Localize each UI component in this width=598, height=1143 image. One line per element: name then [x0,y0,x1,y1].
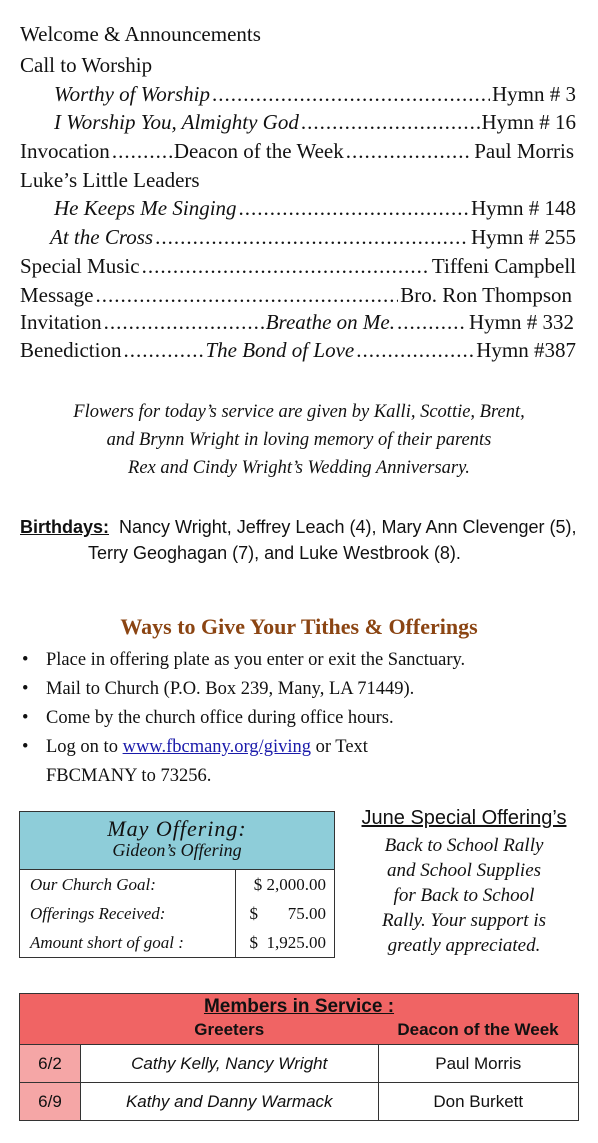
hymn-row-3 [54,194,576,222]
june-offering-line: for Back to School [393,885,535,906]
table-row [20,899,334,928]
received-label: Offerings Received: [30,903,166,923]
date-header [20,1019,81,1045]
row-greeters: Cathy Kelly, Nancy Wright [81,1045,379,1083]
row-date: 6/9 [20,1083,81,1121]
special-music-row [20,252,576,280]
message-row [20,281,572,309]
hymn-row-4 [50,223,576,251]
may-offering-header [20,812,334,870]
giving-text-post: or Text [310,737,368,757]
members-in-service-table [19,993,579,1121]
hymn-title: I Worship You, Almighty God [54,110,299,134]
may-offering-title: May Offering: [107,816,247,841]
table-row [20,928,334,958]
leader-dots [123,336,203,364]
invocation-name: Paul Morris [474,139,574,163]
invitation-label: Invitation [20,310,102,334]
invitation-row [20,308,574,336]
leader-dots [356,336,474,364]
short-label: Amount short of goal : [30,932,184,952]
row-deacon: Don Burkett [378,1083,579,1121]
leader-dots [301,108,480,136]
birthdays-label: Birthdays: [20,517,110,537]
birthdays-line-2: Terry Geoghagan (7), and Luke Westbrook (8). [88,543,461,563]
list-item: • Come by the church office during office hours. [18,704,588,733]
hymn-title: Worthy of Worship [54,82,210,106]
may-offering-box [19,811,335,958]
little-leaders-line: Luke’s Little Leaders [20,168,200,192]
hymn-number: Hymn # 148 [471,196,576,220]
table-row [20,870,334,899]
hymn-row-1 [54,80,576,108]
birthdays-section [20,514,577,566]
may-offering-subtitle: Gideon’s Offering [112,840,242,860]
received-value: $ 75.00 [236,899,335,928]
hymn-number: Hymn # 3 [492,82,576,106]
giving-link[interactable]: www.fbcmany.org/giving [122,737,311,757]
invitation-number: Hymn # 332 [469,310,574,334]
leader-dots [239,194,469,222]
special-music-label: Special Music [20,254,140,278]
welcome-line: Welcome & Announcements [20,22,261,46]
giving-text-line2: FBCMANY to 73256. [46,766,212,786]
june-offering-line: greatly appreciated. [387,935,541,956]
giving-text-pre: Log on to [46,737,123,757]
leader-dots [212,80,490,108]
invocation-row [20,137,574,165]
flowers-line-3: Rex and Cindy Wright’s Wedding Anniversary. [128,458,470,478]
benediction-label: Benediction [20,338,122,362]
table-row [20,1083,579,1121]
flowers-note [0,398,598,482]
deacon-header: Deacon of the Week [397,1020,559,1039]
members-header-row [20,1019,579,1045]
leader-dots [142,252,430,280]
leader-dots [346,137,473,165]
hymn-title: He Keeps Me Singing [54,196,237,220]
row-greeters: Kathy and Danny Warmack [81,1083,379,1121]
members-title: Members in Service : [203,996,395,1017]
benediction-song: The Bond of Love [205,338,355,362]
goal-label: Our Church Goal: [30,874,156,894]
june-offering-line: Back to School Rally [384,835,544,856]
benediction-number: Hymn #387 [476,338,576,362]
row-deacon: Paul Morris [378,1045,579,1083]
list-item: • Place in offering plate as you enter or exit the Sanctuary. [18,646,588,675]
leader-dots [95,281,398,309]
hymn-title: At the Cross [50,225,154,249]
ways-to-give-list [18,646,588,791]
goal-value: $ 2,000.00 [236,870,335,899]
ways-to-give-title: Ways to Give Your Tithes & Offerings [120,614,478,639]
hymn-number: Hymn # 16 [481,110,576,134]
flowers-line-2: and Brynn Wright in loving memory of their parents [106,430,492,450]
june-offering [344,806,584,958]
invitation-song: Breathe on Me. [265,310,395,334]
flowers-line-1: Flowers for today’s service are given by Kalli, Scottie, Brent, [73,402,525,422]
june-offering-line: and School Supplies [386,860,542,881]
row-date: 6/2 [20,1045,81,1083]
message-name: Bro. Ron Thompson [400,283,572,307]
invocation-label: Invocation [20,139,110,163]
list-item [18,733,588,791]
june-offering-title: June Special Offering’s [361,807,567,829]
members-title-row [20,994,579,1020]
special-music-name: Tiffeni Campbell [431,254,576,278]
may-offering-table [20,870,334,958]
invocation-role: Deacon of the Week [173,139,344,163]
table-row [20,1045,579,1083]
june-offering-line: Rally. Your support is [381,910,546,931]
benediction-row [20,336,576,364]
leader-dots [112,137,172,165]
leader-dots [104,308,264,336]
call-to-worship-line: Call to Worship [20,53,153,77]
leader-dots [155,223,469,251]
leader-dots [397,308,467,336]
hymn-number: Hymn # 255 [471,225,576,249]
list-item: • Mail to Church (P.O. Box 239, Many, LA 71449). [18,675,588,704]
short-value: $ 1,925.00 [236,928,335,958]
greeters-header: Greeters [194,1020,265,1039]
birthdays-line-1: Nancy Wright, Jeffrey Leach (4), Mary Ann Clevenger (5), [119,517,577,537]
message-label: Message [20,283,94,307]
hymn-row-2 [54,108,576,136]
